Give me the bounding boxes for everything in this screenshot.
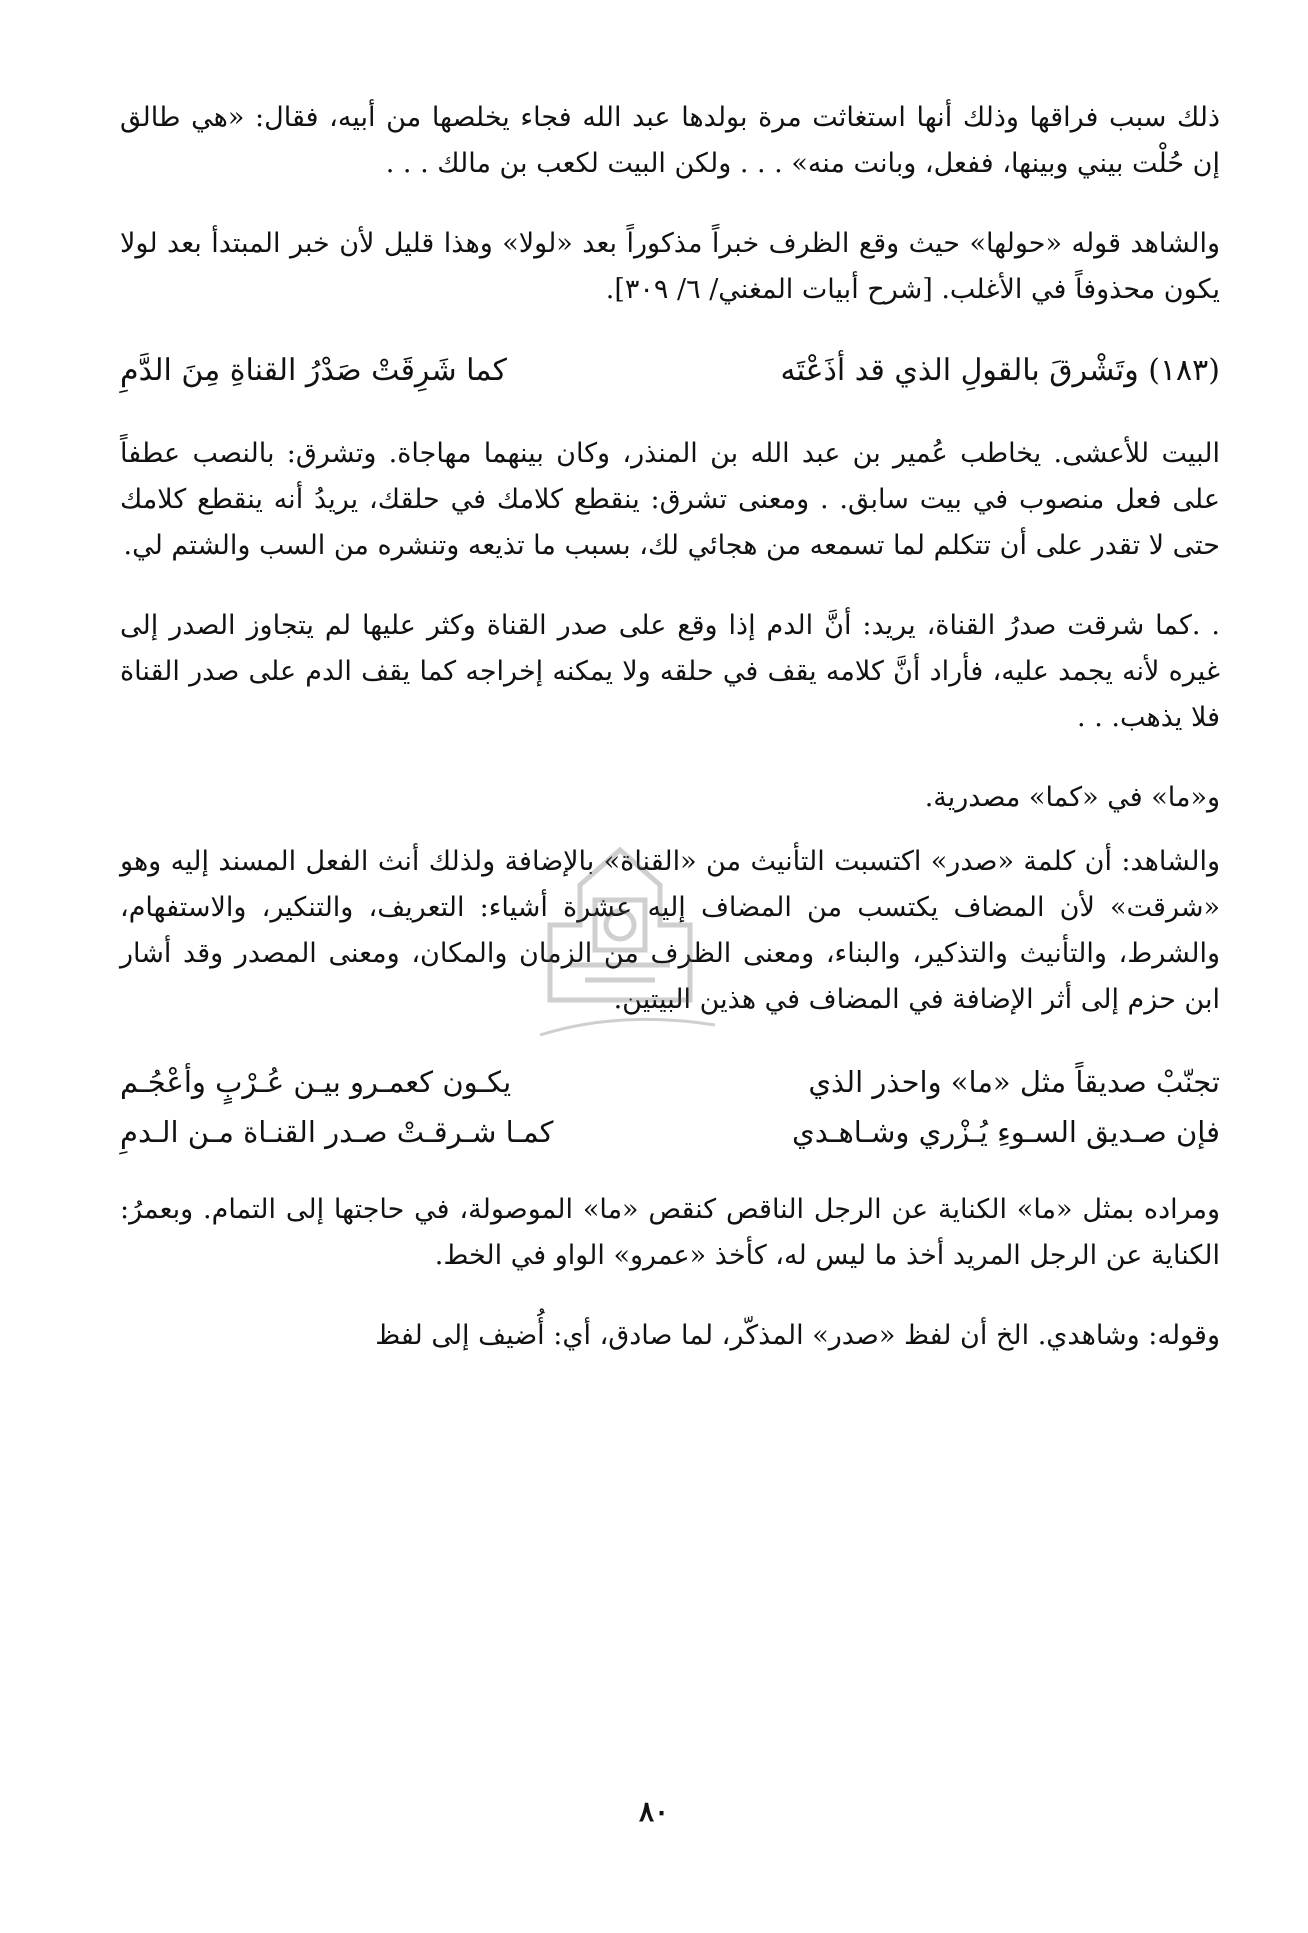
paragraph-intro: ذلك سبب فراقها وذلك أنها استغاثت مرة بولدها عبد الله فجاء يخلصها من أبيه، فقال: «هي طالق إن حُلْت بيني وبينها، ففعل، وبانت منه» . . . ولكن البيت لكعب بن مالك . . . xyxy=(120,102,1220,179)
verse-183-second-hemistich: كما شَرِقَتْ صَدْرُ القناةِ مِنَ الدَّمِ xyxy=(120,353,507,388)
paragraph-shahid-idafa: والشاهد: أن كلمة «صدر» اكتسبت التأنيث من «القناة» بالإضافة ولذلك أنث الفعل المسند إليه وهو «شرقت» لأن المضاف يكتسب من المضاف إليه عشرة أشياء: التعريف، والتنكير، والاستفهام، والشرط، والتأنيث والتذكير، والبناء، ومعنى الظرف من الزمان والمكان، ومعنى المصدر وقد أشار ابن حزم إلى أثر الإضافة في المضاف في هذين البيتين. xyxy=(120,846,1220,1015)
ibn-hazm-verses xyxy=(120,1057,1220,1157)
verse-183-first-hemistich: (١٨٣) وتَشْرقَ بالقولِ الذي قد أذَعْتَه xyxy=(780,353,1220,388)
paragraph-attribution: البيت للأعشى. يخاطب عُمير بن عبد الله بن المنذر، وكان بينهما مهاجاة. وتشرق: بالنصب عطفاً على فعل منصوب في بيت سابق. . ومعنى تشرق: ينقطع كلامك في حلقك، يريدُ أنه ينقطع كلامك حتى لا تقدر على أن تتكلم لما تسمعه من هجائي لك، بسبب ما تذيعه وتنشره من السب والشتم لي. xyxy=(120,438,1220,561)
page-number: ٨٠ xyxy=(638,1795,670,1828)
document-page xyxy=(120,95,1220,1393)
verse-second-hemistich: كمـا شـرقـتْ صـدر القنـاة مـن الـدمِ xyxy=(120,1115,554,1149)
verse-line xyxy=(120,1057,1220,1107)
verse-line xyxy=(120,1107,1220,1157)
verse-first-hemistich: فإن صـديق السـوءِ يُـزْري وشـاهـدي xyxy=(792,1115,1220,1149)
paragraph-explanation: . .كما شرقت صدرُ القناة، يريد: أنَّ الدم إذا وقع على صدر القناة وكثر عليها لم يتجاوز الصدر إلى غيره لأنه يجمد عليه، فأراد أنَّ كلامه يقف في حلقه ولا يمكنه إخراجه كما يقف الدم على صدر القناة فلا يذهب. . . xyxy=(120,610,1220,733)
verse-second-hemistich: يكـون كعمـرو بيـن عُـرْبٍ وأعْجُـم xyxy=(120,1065,512,1099)
verse-183 xyxy=(120,347,1220,395)
paragraph-continuation: وقوله: وشاهدي. الخ أن لفظ «صدر» المذكّر، لما صادق، أي: أُضيف إلى لفظ xyxy=(375,1320,1220,1351)
verse-first-hemistich: تجنّبْ صديقاً مثل «ما» واحذر الذي xyxy=(808,1065,1220,1099)
paragraph-shahid-lawla: والشاهد قوله «حولها» حيث وقع الظرف خبراً مذكوراً بعد «لولا» وهذا قليل لأن خبر المبتدأ بعد لولا يكون محذوفاً في الأغلب. [شرح أبيات المغني/ ٦/ ٣٠٩]. xyxy=(120,228,1220,305)
paragraph-meaning: ومراده بمثل «ما» الكناية عن الرجل الناقص كنقص «ما» الموصولة، في حاجتها إلى التمام. وبعمرُ: الكناية عن الرجل المريد أخذ ما ليس له، كأخذ «عمرو» الواو في الخط. xyxy=(120,1194,1220,1271)
paragraph-ma-masdariya: و«ما» في «كما» مصدرية. xyxy=(924,782,1220,813)
